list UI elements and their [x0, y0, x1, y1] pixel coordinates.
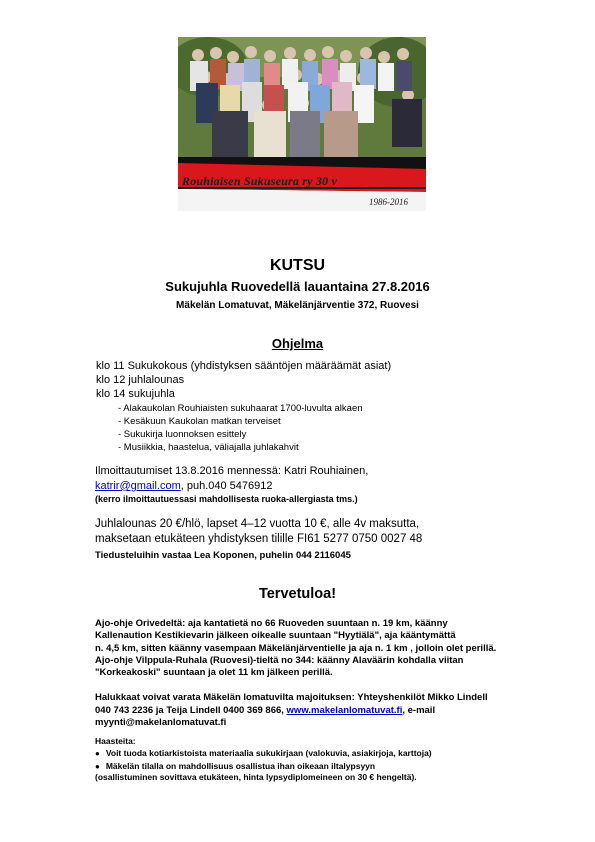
programme-sub-item: - Kesäkuun Kaukolan matkan terveiset — [118, 416, 281, 427]
event-subtitle: Sukujuhla Ruovedellä lauantaina 27.8.2016 — [165, 279, 430, 294]
programme-sub-item: - Sukukirja luonnoksen esittely — [118, 429, 247, 440]
registration-line: Ilmoittautumiset 13.8.2016 mennessä: Katri Rouhiainen, — [95, 465, 369, 477]
banner-title: Rouhiaisen Sukuseura ry 30 v — [182, 174, 337, 188]
programme-item: klo 11 Sukukokous (yhdistyksen sääntöjen määräämät asiat) — [96, 360, 392, 372]
programme-heading: Ohjelma — [271, 336, 324, 351]
event-venue: Mäkelän Lomatuvat, Mäkelänjärventie 372, Ruovesi — [176, 300, 419, 311]
challenge-item-text: Mäkelän tilalla on mahdollisuus osallistua ihan oikeaan iltalypsyyn — [105, 761, 376, 771]
challenge-item-text: Voit tuoda kotiarkistoista materiaalia sukukirjaan (valokuvia, asiakirjoja, karttoja) — [105, 748, 432, 758]
programme-item: klo 14 sukujuhla — [96, 388, 175, 400]
challenge-item — [95, 761, 375, 771]
challenges-heading: Haasteita: — [95, 736, 136, 746]
accommodation-phones: 040 743 2236 ja Teija Lindell 0400 369 866, — [95, 705, 287, 716]
website-link[interactable]: www.makelanlomatuvat.fi — [286, 705, 403, 716]
welcome-heading: Tervetuloa! — [258, 586, 337, 602]
challenge-item — [95, 748, 432, 758]
payment-account: maksetaan etukäteen yhdistyksen tilille FI61 5277 0750 0027 48 — [95, 533, 423, 545]
bullet-icon: ● — [95, 762, 100, 771]
registration-email-link[interactable]: katrir@gmail.com — [95, 480, 181, 492]
programme-item: klo 12 juhlalounas — [96, 374, 185, 386]
directions-line: Ajo-ohje Vilppula-Ruhala (Ruovesi)-tieltä no 344: käänny Alaväärin kohdalla viitan — [95, 655, 464, 666]
accommodation-line: Halukkaat voivat varata Mäkelän lomatuvilta majoituksen: Yhteyshenkilöt Mikko Lindell — [95, 692, 488, 703]
accommodation-email: myynti@makelanlomatuvat.fi — [95, 717, 227, 728]
directions-line: Kallenaution Kestikievarin jälkeen oikealle suuntaan "Hyytiälä", aja kääntymättä — [95, 630, 456, 641]
directions-line: Ajo-ohje Orivedeltä: aja kantatietä no 66 Ruoveden suuntaan n. 19 km, käänny — [95, 618, 448, 629]
accommodation-email-label: , e-mail — [402, 705, 436, 716]
registration-contact — [95, 479, 273, 493]
programme-sub-item: - Musiikkia, haastelua, väliajalla juhlakahvit — [118, 442, 299, 453]
directions-line: "Korkeakoski" suuntaan ja olet 11 km jälkeen perillä. — [95, 667, 333, 678]
accommodation-contact — [95, 705, 435, 717]
invitation-title: KUTSU — [269, 257, 326, 274]
registration-note: (kerro ilmoittautuessasi mahdollisesta ruoka-allergiasta tms.) — [95, 494, 358, 504]
banner-years: 1986-2016 — [369, 197, 408, 207]
bullet-icon: ● — [95, 749, 100, 758]
programme-sub-item: - Alakaukolan Rouhiaisten sukuhaarat 1700-luvulta alkaen — [118, 403, 363, 414]
registration-phone: , puh.040 5476912 — [180, 480, 273, 492]
banner-photo — [178, 37, 426, 211]
directions-line: n. 4,5 km, sitten käänny vasempaan Mäkelänjärventielle ja aja n. 1 km , jolloin olet perillä. — [95, 643, 497, 654]
inquiries-line: Tiedusteluihin vastaa Lea Koponen, puhelin 044 2116045 — [95, 550, 351, 561]
challenges-note: (osallistuminen sovittava etukäteen, hinta lypsydiplomeineen on 30 € hengeltä). — [95, 772, 417, 782]
payment-line: Juhlalounas 20 €/hlö, lapset 4–12 vuotta 10 €, alle 4v maksutta, — [95, 518, 420, 530]
